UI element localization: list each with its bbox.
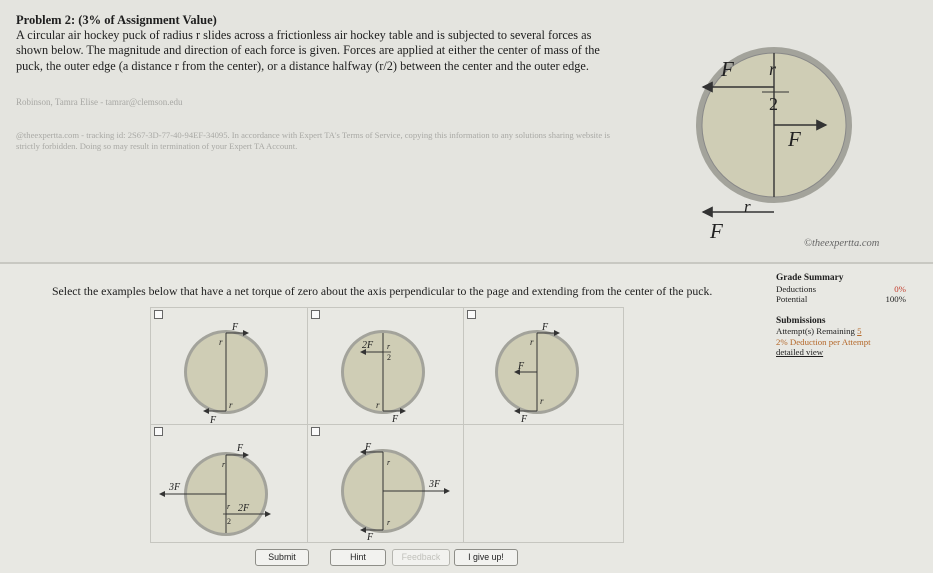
potential-label: Potential — [776, 294, 808, 304]
detailed-view-link[interactable]: detailed view — [776, 347, 824, 357]
deduction-per-attempt: 2% Deduction per Attempt — [776, 336, 871, 347]
problem-title: Problem 2: (3% of Assignment Value) — [16, 13, 217, 27]
option-4-label: F — [237, 443, 244, 454]
option-3[interactable] — [464, 308, 618, 423]
option-5-label: r — [387, 458, 391, 467]
option-3-label: F — [542, 322, 549, 333]
grade-summary-title: Grade Summary — [776, 273, 844, 283]
option-4-label: 2 — [227, 517, 231, 526]
diagram-label-F-mid: F — [788, 127, 801, 151]
option-1-label: r — [229, 400, 233, 410]
option-4[interactable] — [151, 425, 305, 540]
answer-options-grid — [150, 307, 624, 543]
option-3-label: r — [540, 396, 544, 406]
option-2-label: 2 — [387, 353, 391, 362]
option-2[interactable] — [308, 308, 462, 423]
option-4-label: 2F — [238, 503, 250, 514]
option-1-label: F — [232, 322, 239, 333]
attempts-remaining-value: 5 — [857, 326, 862, 336]
option-5-label: r — [387, 518, 391, 527]
hint-button[interactable]: Hint — [330, 549, 386, 566]
attempts-remaining-label: Attempt(s) Remaining — [776, 326, 855, 336]
option-5[interactable] — [308, 425, 462, 540]
option-1[interactable] — [151, 308, 305, 423]
deductions-value: 0% — [894, 283, 906, 294]
submit-button[interactable]: Submit — [255, 549, 309, 566]
option-4-label: r — [222, 460, 226, 469]
question-prompt: Select the examples below that have a net torque of zero about the axis perpendicular to the page and extending from the center of the puck. — [52, 284, 713, 298]
puck-diagram — [695, 40, 855, 245]
student-byline: Robinson, Tamra Elise - tamrar@clemson.edu — [16, 97, 183, 107]
grade-summary — [776, 273, 906, 358]
potential-value: 100% — [885, 294, 906, 304]
copyright-notice: @theexpertta.com - tracking id: 2S67-3D-77-40-94EF-34095. In accordance with Expert TA's Terms of Service, copying this information to any solutions sharing website is strictly forbidden. Doing so may result in termination of your Expert TA Account. — [16, 130, 611, 151]
option-5-label: F — [365, 442, 372, 453]
feedback-button[interactable]: Feedback — [392, 549, 450, 566]
give-up-button[interactable]: I give up! — [454, 549, 518, 566]
diagram-label-r-low: r — [744, 197, 751, 216]
problem-statement: A circular air hockey puck of radius r slides across a frictionless air hockey table and is subjected to several forces as shown below. The magnitude and direction of each force is given. Forces are applied at either the center of mass of the puck, the outer edge (a distance r from the center), or a distance halfway (r/2) between the center and the outer edge. — [16, 28, 600, 73]
diagram-label-F-bottom: F — [710, 219, 723, 243]
option-3-label: F — [518, 361, 525, 372]
option-2-label: r — [376, 400, 380, 410]
submissions-title: Submissions — [776, 315, 826, 326]
option-5-label: 3F — [429, 479, 441, 490]
option-3-label: r — [530, 337, 534, 347]
option-2-label: r — [387, 342, 391, 351]
option-4-label: r — [227, 502, 231, 511]
option-1-label: F — [210, 415, 217, 423]
option-3-label: F — [521, 414, 528, 423]
deductions-label: Deductions — [776, 283, 817, 294]
option-2-label: 2F — [362, 340, 374, 351]
option-1-label: r — [219, 337, 223, 347]
diagram-label-F-top: F — [721, 57, 734, 81]
option-2-label: F — [392, 414, 399, 423]
copyright-credit: ©theexpertta.com — [804, 238, 880, 249]
option-5-label: F — [367, 532, 374, 540]
option-4-label: 3F — [169, 482, 181, 493]
diagram-label-r: r — [769, 59, 777, 79]
diagram-label-2: 2 — [769, 94, 778, 114]
